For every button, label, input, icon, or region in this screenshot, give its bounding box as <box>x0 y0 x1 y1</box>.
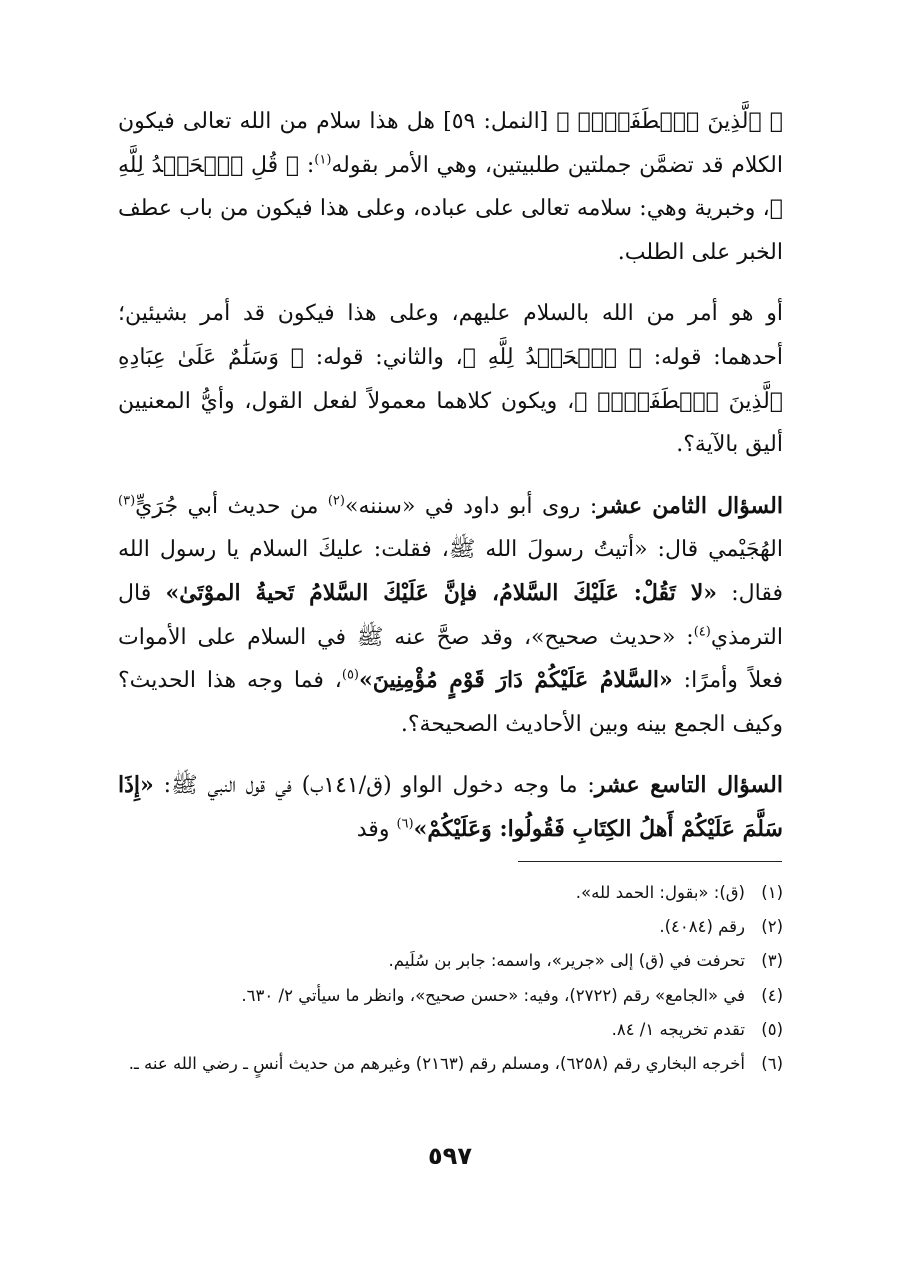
footnote-item <box>118 979 783 1013</box>
footnote-text: (ق): «بقول: الحمد لله». <box>575 883 745 902</box>
footnote-marker: (٦) <box>396 816 414 832</box>
quran-verse: ﴿ ٱلۡحَمۡدُ لِلَّهِ ﴾ <box>462 344 642 370</box>
footnote-marker: (٣) <box>118 493 136 509</box>
quran-verse: ﴿ وَسَلَٰمٌ عَلَىٰ عِبَادِهِ ٱلَّذِينَ ٱصۡطَفَىٰٓۗ ﴾ <box>118 344 784 414</box>
paragraph <box>118 100 783 274</box>
hadith-quote: «إِذَا سَلَّمَ عَلَيْكُمْ أَهلُ الكِتَابِ فَقُولُوا: وَعَلَيْكُمْ» <box>118 772 783 842</box>
footnote-text: تحرفت في (ق) إلى «جرير»، واسمه: جابر بن سُلَيم. <box>388 951 745 971</box>
footnote-marker: (٤) <box>693 624 711 640</box>
page-number: ٥٩٧ <box>428 1142 472 1170</box>
text-run: : «حديث صحيح»، وقد صحَّ عنه ﷺ في السلام على الأموات فعلاً وأمرًا: <box>118 624 783 694</box>
text-run: : <box>299 152 315 178</box>
hadith-quote: «لا تَقُلْ: عَلَيْكَ السَّلامُ، فإنَّ عَلَيْكَ السَّلامُ تَحيةُ الموْتَىٰ» <box>165 579 717 606</box>
text-run: الهُجَيْمي قال: «أتيتُ رسولَ الله ﷺ، فقلت: عليكَ السلام يا رسول الله فقال: <box>118 537 783 606</box>
footnote-number: (٣) <box>761 951 783 971</box>
footnote-text: أخرجه البخاري رقم (٦٢٥٨)، ومسلم رقم (٢١٦٣) وغيرهم من حديث أنسٍ ـ رضي الله عنه ـ. <box>128 1054 745 1074</box>
footnote-marker: (٥) <box>341 667 359 683</box>
footnote-text: رقم (٤٠٨٤). <box>659 917 745 937</box>
footnotes <box>118 876 783 1081</box>
footnote-marker: (٢) <box>327 493 345 509</box>
paragraph <box>118 292 783 466</box>
footnote-item <box>118 910 783 944</box>
text-run: قال الترمذي <box>118 580 783 650</box>
paragraph <box>118 764 783 851</box>
quran-verse: ﴿ قُلِ ٱلۡحَمۡدُ لِلَّهِ ﴾ <box>118 152 783 222</box>
footnote-number: (١) <box>761 883 783 902</box>
text-run: : ما وجه دخول الواو (ق/١٤١ب) في قول النبي ﷺ: <box>153 773 595 799</box>
footnote-item <box>118 1047 783 1081</box>
footnote-number: (٥) <box>761 1019 783 1039</box>
question-label: السؤال التاسع عشر <box>594 772 783 799</box>
footnote-item <box>118 1013 783 1047</box>
footnote-number: (٦) <box>761 1054 783 1074</box>
footnote-text: في «الجامع» رقم (٢٧٢٢)، وفيه: «حسن صحيح»، وانظر ما سيأتي ٢/ ٦٣٠. <box>241 985 745 1005</box>
footnote-item <box>118 944 783 978</box>
text-run: ، وخبرية وهي: سلامه تعالى على عباده، وعلى هذا فيكون من باب عطف الخبر على الطلب. <box>118 196 783 265</box>
footnote-marker: (١) <box>314 152 332 168</box>
text-run: أو هو أمر من الله بالسلام عليهم، وعلى هذا فيكون قد أمر بشيئين؛ أحدهما: قوله: <box>118 301 783 370</box>
text-run: : روى أبو داود في «سننه» <box>344 493 598 519</box>
footnote-number: (٤) <box>761 985 783 1005</box>
paragraph <box>118 485 783 747</box>
footnote-text: تقدم تخريجه ١/ ٨٤. <box>611 1019 745 1039</box>
text-run: وقد <box>356 816 397 842</box>
quran-verse: ﴿ ٱلَّذِينَ ٱصۡطَفَىٰٓۗ ﴾ <box>556 109 783 134</box>
footnote-number: (٢) <box>761 917 783 937</box>
text-run: ، ويكون كلاهما معمولاً لفعل القول، وأيُّ المعنيين أليق بالآية؟. <box>118 388 783 458</box>
footnote-item <box>118 876 783 910</box>
text-run: ، والثاني: قوله: <box>303 344 463 370</box>
hadith-quote: «السَّلامُ عَلَيْكُمْ دَارَ قَوْمٍ مُؤْمِنِينَ» <box>359 667 673 694</box>
text-run: من حديث أبي جُرَيٍّ <box>135 493 328 519</box>
main-text <box>118 100 783 870</box>
text-run: ، فما وجه هذا الحديث؟ وكيف الجمع بينه وبين الأحاديث الصحيحة؟. <box>118 668 783 737</box>
footnote-separator <box>518 861 782 862</box>
question-label: السؤال الثامن عشر <box>597 492 783 519</box>
text-run: [النمل: ٥٩] هل هذا سلام من الله تعالى فيكون الكلام قد تضمَّن جملتين طلبيتين، وهي الأمر بقوله <box>118 109 783 178</box>
